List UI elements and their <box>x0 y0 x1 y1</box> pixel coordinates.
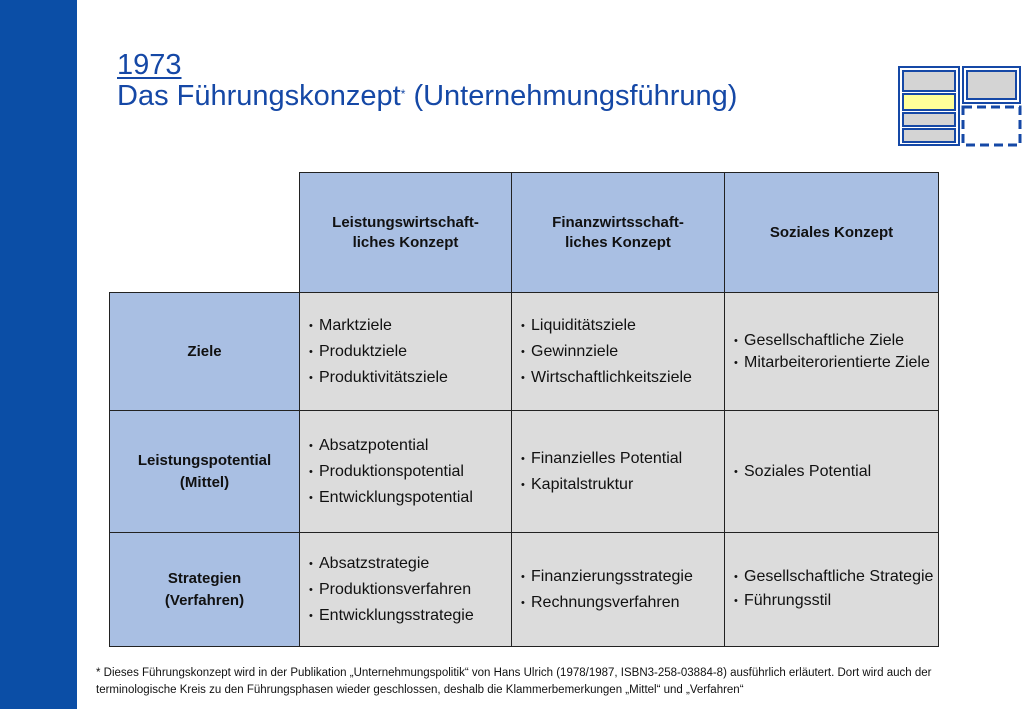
list-item: • Absatzstrategie <box>309 551 511 577</box>
title-main: Das Führungskonzept <box>117 80 401 112</box>
header-text-line: Strategien <box>167 569 242 587</box>
list-item: • Absatzpotential <box>309 433 511 459</box>
bullet-list <box>521 446 724 498</box>
title-year: 1973 <box>117 49 182 81</box>
table-cell <box>300 293 512 411</box>
table-corner <box>110 173 300 293</box>
header-text-line: liches Konzept <box>565 233 671 251</box>
header-text-line: (Verfahren) <box>164 591 245 609</box>
table-cell <box>512 293 725 411</box>
table-cell <box>512 411 725 533</box>
header-text-line: Soziales Konzept <box>769 223 894 241</box>
header-text-line: (Mittel) <box>179 473 230 491</box>
row-header <box>110 533 300 647</box>
list-item: • Produktionsverfahren <box>309 577 511 603</box>
list-item: • Finanzielles Potential <box>521 446 724 472</box>
list-item: • Gesellschaftliche Strategie <box>734 566 938 588</box>
list-item: • Gewinnziele <box>521 339 724 365</box>
header-text-line: Leistungspotential <box>137 451 272 469</box>
slide-title <box>117 50 737 112</box>
footnote-text: * Dieses Führungskonzept wird in der Publikation „Unternehmungspolitik“ von Hans Ulrich (1978/1987, ISBN3-258-03884-8) ausführlich erläutert. Dort wird auch der terminologische Kreis zu den Führungsphasen wieder geschlossen, deshalb die Klammerbemerkungen „Mittel“ und „Verfahren“ <box>96 667 932 696</box>
list-item: • Soziales Potential <box>734 459 938 485</box>
table-header-row <box>110 173 939 293</box>
list-item: • Produktziele <box>309 339 511 365</box>
list-item: • Marktziele <box>309 313 511 339</box>
bullet-list <box>734 330 938 374</box>
list-item: • Mitarbeiterorientierte Ziele <box>734 352 938 374</box>
header-text-line: liches Konzept <box>352 233 459 251</box>
concept-table <box>109 172 939 647</box>
table-row <box>110 293 939 411</box>
navigation-diagram-icon <box>898 66 1022 148</box>
table-cell <box>512 533 725 647</box>
table-cell <box>725 533 939 647</box>
list-item: • Finanzierungsstrategie <box>521 564 724 590</box>
table-cell <box>300 411 512 533</box>
table-row <box>110 411 939 533</box>
header-text-line: Ziele <box>187 342 222 360</box>
list-item: • Entwicklungspotential <box>309 485 511 511</box>
column-header <box>725 173 939 293</box>
row-header <box>110 411 300 533</box>
column-header <box>300 173 512 293</box>
title-rest: (Unternehmungsführung) <box>405 80 738 112</box>
title-line <box>117 81 737 112</box>
header-text-line: Leistungswirtschaft- <box>332 213 479 231</box>
table-row <box>110 533 939 647</box>
list-item: • Liquiditätsziele <box>521 313 724 339</box>
left-sidebar-bar <box>0 0 77 709</box>
row-header <box>110 293 300 411</box>
bullet-list <box>309 313 511 391</box>
list-item: • Gesellschaftliche Ziele <box>734 330 938 352</box>
title-footnote-mark: * <box>400 87 406 101</box>
list-item: • Wirtschaftlichkeitsziele <box>521 365 724 391</box>
bullet-list <box>309 551 511 629</box>
header-text-line: Finanzwirtsschaft- <box>552 213 684 231</box>
list-item: • Kapitalstruktur <box>521 472 724 498</box>
bullet-list <box>309 433 511 511</box>
table-cell <box>300 533 512 647</box>
table-cell <box>725 293 939 411</box>
bullet-list <box>521 313 724 391</box>
list-item: • Führungsstil <box>734 588 938 614</box>
list-item: • Produktivitätsziele <box>309 365 511 391</box>
table-cell <box>725 411 939 533</box>
list-item: • Rechnungsverfahren <box>521 590 724 616</box>
bullet-list <box>521 564 724 616</box>
bullet-list <box>734 459 938 485</box>
list-item: • Produktionspotential <box>309 459 511 485</box>
list-item: • Entwicklungsstrategie <box>309 603 511 629</box>
column-header <box>512 173 725 293</box>
bullet-list <box>734 566 938 614</box>
